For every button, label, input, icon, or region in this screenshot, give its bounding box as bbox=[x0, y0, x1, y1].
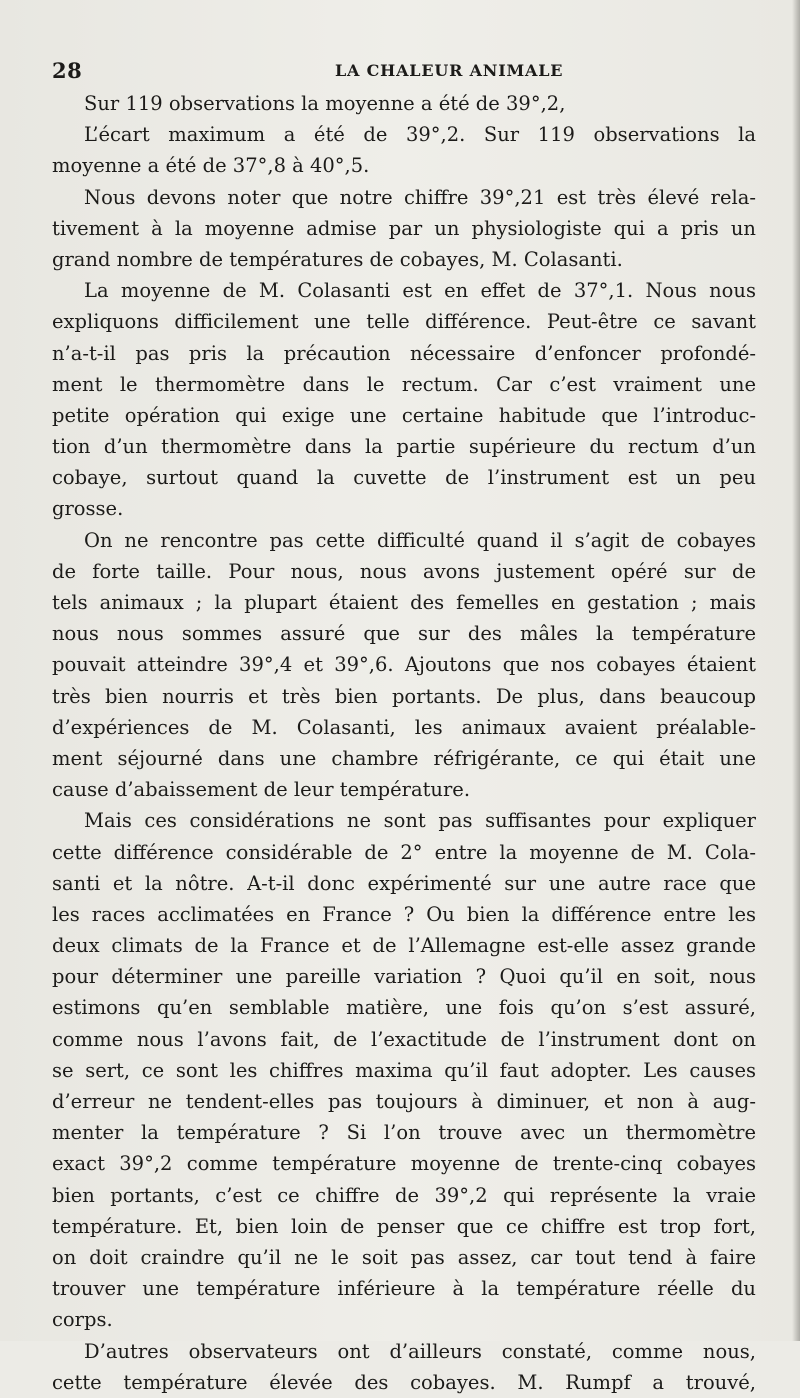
text-line: cobaye, surtout quand la cuvette de l’instrument est un peu bbox=[52, 466, 756, 490]
text-line: cause d’abaissement de leur température. bbox=[52, 778, 471, 802]
text-line: cette différence considérable de 2° entre la moyenne de M. Cola- bbox=[52, 840, 756, 864]
text-line: tion d’un thermomètre dans la partie supérieure du rectum d’un bbox=[52, 435, 756, 459]
text-line: ment séjourné dans une chambre réfrigérante, ce qui était une bbox=[52, 746, 756, 770]
text-line: deux climats de la France et de l’Allemagne est-elle assez grande bbox=[52, 934, 756, 958]
text-line: D’autres observateurs ont d’ailleurs constaté, comme nous, bbox=[84, 1339, 756, 1363]
text-line: tels animaux ; la plupart étaient des femelles en gestation ; mais bbox=[52, 591, 756, 614]
text-line: de forte taille. Pour nous, nous avons justement opéré sur de bbox=[52, 559, 756, 583]
text-line: nous nous sommes assuré que sur des mâles la température bbox=[52, 622, 756, 646]
text-line: Nous devons noter que notre chiffre 39°,21 est très élevé rela- bbox=[84, 185, 756, 209]
text-line: trouver une température inférieure à la température réelle du bbox=[52, 1277, 756, 1301]
text-line: se sert, ce sont les chiffres maxima qu’il faut adopter. Les causes bbox=[52, 1058, 756, 1082]
text-line: On ne rencontre pas cette difficulté quand il s’agit de cobayes bbox=[84, 528, 756, 552]
text-line: Sur 119 observations la moyenne a été de 39°,2, bbox=[84, 92, 566, 115]
page-number: 28 bbox=[52, 58, 83, 83]
page-header bbox=[52, 58, 742, 84]
text-line: d’erreur ne tendent-elles pas toujours à diminuer, et non à aug- bbox=[52, 1090, 756, 1113]
text-line: estimons qu’en semblable matière, une fois qu’on s’est assuré, bbox=[52, 996, 756, 1020]
text-line: pour déterminer une pareille variation ? Quoi qu’il en soit, nous bbox=[52, 965, 756, 989]
text-line: menter la température ? Si l’on trouve avec un thermomètre bbox=[52, 1121, 756, 1145]
text-line: santi et la nôtre. A-t-il donc expérimenté sur une autre race que bbox=[52, 871, 756, 895]
text-line: bien portants, c’est ce chiffre de 39°,2 qui représente la vraie bbox=[52, 1183, 756, 1207]
text-line: cette température élevée des cobayes. M. Rumpf a trouvé, bbox=[52, 1370, 756, 1394]
text-line: Mais ces considérations ne sont pas suffisantes pour expliquer bbox=[84, 809, 756, 833]
text-line: comme nous l’avons fait, de l’exactitude de l’instrument dont on bbox=[52, 1027, 756, 1051]
page-edge-shadow bbox=[792, 0, 800, 1341]
text-line: L’écart maximum a été de 39°,2. Sur 119 observations la bbox=[84, 123, 756, 147]
text-line: moyenne a été de 37°,8 à 40°,5. bbox=[52, 154, 370, 178]
text-line: très bien nourris et très bien portants. De plus, dans beaucoup bbox=[52, 684, 756, 708]
text-line: n’a-t-il pas pris la précaution nécessaire d’enfoncer profondé- bbox=[52, 341, 756, 365]
text-line: petite opération qui exige une certaine habitude que l’introduc- bbox=[52, 403, 756, 427]
text-line: on doit craindre qu’il ne le soit pas assez, car tout tend à faire bbox=[52, 1245, 756, 1269]
text-line: tivement à la moyenne admise par un physiologiste qui a pris un bbox=[52, 216, 756, 240]
text-line: pouvait atteindre 39°,4 et 39°,6. Ajoutons que nos cobayes étaient bbox=[52, 653, 756, 677]
running-head: LA CHALEUR ANIMALE bbox=[335, 61, 564, 80]
text-line: grosse. bbox=[52, 497, 124, 521]
text-line: les races acclimatées en France ? Ou bien la différence entre les bbox=[52, 902, 756, 926]
body-text bbox=[52, 88, 756, 1398]
text-line: exact 39°,2 comme température moyenne de trente-cinq cobayes bbox=[52, 1152, 756, 1176]
text-line: grand nombre de températures de cobayes, M. Colasanti. bbox=[52, 247, 623, 271]
text-line: La moyenne de M. Colasanti est en effet de 37°,1. Nous nous bbox=[84, 279, 756, 303]
text-line: ment le thermomètre dans le rectum. Car c’est vraiment une bbox=[52, 372, 756, 396]
text-line: d’expériences de M. Colasanti, les animaux avaient préalable- bbox=[52, 715, 756, 739]
text-line: corps. bbox=[52, 1308, 113, 1332]
text-line: expliquons difficilement une telle différence. Peut-être ce savant bbox=[52, 310, 756, 334]
text-line: température. Et, bien loin de penser que ce chiffre est trop fort, bbox=[52, 1214, 756, 1238]
